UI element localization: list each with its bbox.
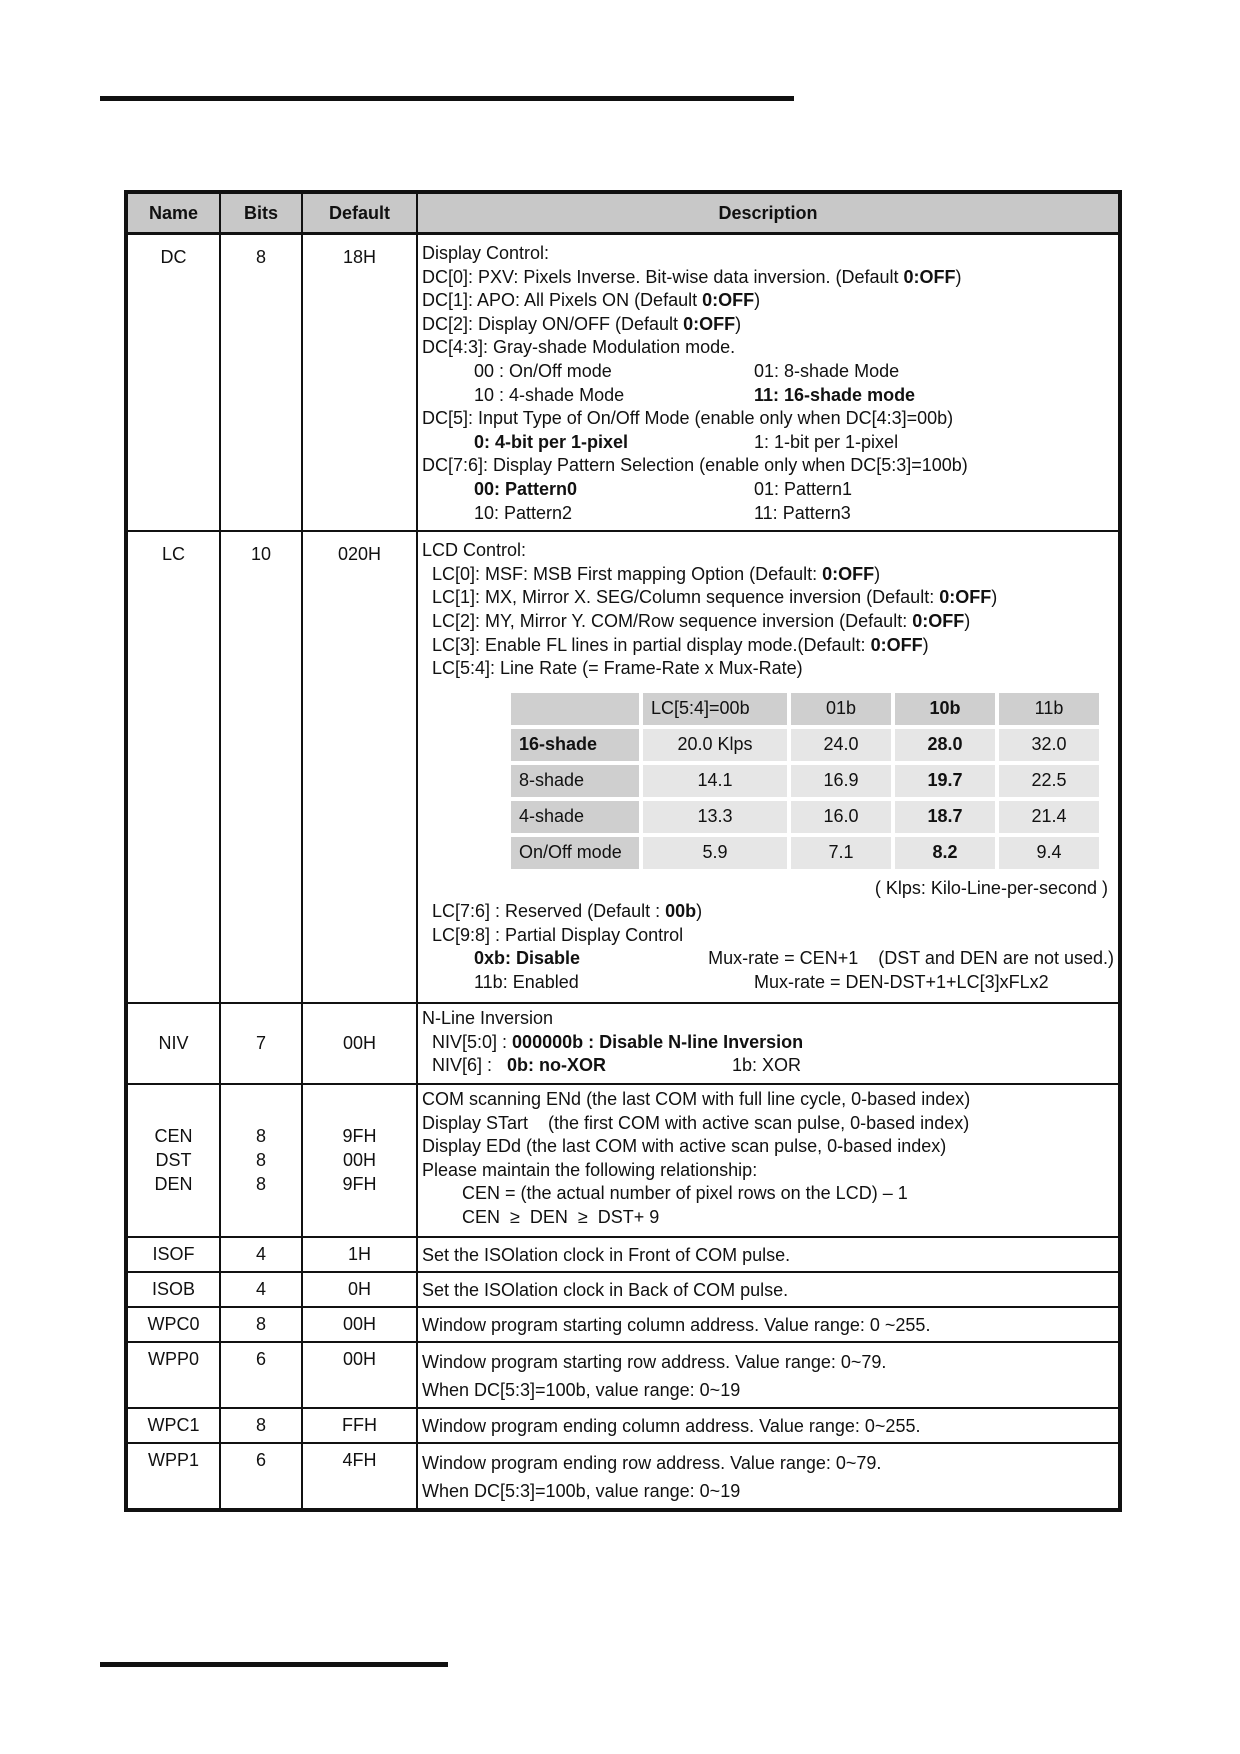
table-header (126, 192, 1120, 234)
desc-line: LC[1]: MX, Mirror X. SEG/Column sequence inversion (Default: 0:OFF) (432, 587, 998, 608)
cell-bits: 8 (220, 1408, 302, 1443)
option-grid: 0xb: Disable Mux-rate = CEN+1 (DST and DEN are not used.) 11b: Enabled Mux-rate = DEN-DST+1+LC[3]xFLx2 (474, 948, 1114, 993)
cell-bits: 6 (220, 1342, 302, 1408)
cell-bits: 4 (220, 1272, 302, 1307)
line-rate-row: 8-shade 14.1 16.9 19.7 22.5 (511, 765, 1099, 797)
desc-line: LC[5:4]: Line Rate (= Frame-Rate x Mux-Rate) (432, 658, 803, 679)
desc-line: CEN = (the actual number of pixel rows on the LCD) – 1 (462, 1183, 908, 1204)
cell-default: 9FH 00H 9FH (302, 1084, 417, 1237)
desc-line: LCD Control: (422, 540, 527, 561)
desc-line: DC[7:6]: Display Pattern Selection (enable only when DC[5:3]=100b) (422, 455, 968, 476)
desc-line: DC[4:3]: Gray-shade Modulation mode. (422, 337, 736, 358)
cell-name: ISOF (126, 1237, 220, 1272)
line-rate-table (507, 689, 1103, 873)
desc-line: LC[3]: Enable FL lines in partial display mode.(Default: 0:OFF) (432, 634, 929, 655)
desc-line: COM scanning ENd (the last COM with full line cycle, 0-based index) (422, 1088, 971, 1109)
cell-name: WPP1 (126, 1443, 220, 1510)
cell-name: CEN DST DEN (126, 1084, 220, 1237)
desc-line: DC[1]: APO: All Pixels ON (Default 0:OFF) (422, 290, 761, 311)
col-10b: 10b (895, 693, 995, 725)
desc-line: Display STart (the first COM with active scan pulse, 0-based index) (422, 1112, 970, 1133)
cell-default: FFH (302, 1408, 417, 1443)
desc-line: DC[5]: Input Type of On/Off Mode (enable only when DC[4:3]=00b) (422, 408, 954, 429)
cell-bits: 6 (220, 1443, 302, 1510)
col-01b: 01b (791, 693, 891, 725)
cell-bits: 7 (220, 1003, 302, 1084)
desc-line: N-Line Inversion (422, 1008, 554, 1029)
cell-description: Set the ISOlation clock in Front of COM pulse. (417, 1237, 1120, 1272)
cell-default: 00H (302, 1307, 417, 1342)
header-name: Name (126, 192, 220, 234)
cell-name: ISOB (126, 1272, 220, 1307)
desc-line: LC[2]: MY, Mirror Y. COM/Row sequence inversion (Default: 0:OFF) (432, 610, 971, 631)
cell-default: 00H (302, 1003, 417, 1084)
col-00b: LC[5:4]=00b (643, 693, 787, 725)
header-bits: Bits (220, 192, 302, 234)
cell-default: 0H (302, 1272, 417, 1307)
table-row-niv (126, 1003, 1120, 1084)
header-rule (100, 96, 794, 101)
cell-default: 1H (302, 1237, 417, 1272)
col-11b: 11b (999, 693, 1099, 725)
desc-line: DC[0]: PXV: Pixels Inverse. Bit-wise data inversion. (Default 0:OFF) (422, 266, 962, 287)
klps-note: ( Klps: Kilo-Line-per-second ) (874, 877, 1108, 898)
line-rate-header (511, 693, 1099, 725)
line-rate-row: On/Off mode 5.9 7.1 8.2 9.4 (511, 837, 1099, 869)
desc-line: LC[7:6] : Reserved (Default : 00b) (432, 901, 703, 922)
table-row-wpp0 (126, 1342, 1120, 1408)
desc-line: NIV[5:0] : 000000b : Disable N-line Inversion (432, 1031, 804, 1052)
cell-default: 020H (302, 531, 417, 1003)
line-rate-row: 16-shade 20.0 Klps 24.0 28.0 32.0 (511, 729, 1099, 761)
footer-rule (100, 1662, 448, 1667)
option-grid: 00 : On/Off mode 01: 8-shade Mode 10 : 4-shade Mode 11: 16-shade mode (474, 360, 916, 405)
desc-line: Display EDd (the last COM with active scan pulse, 0-based index) (422, 1136, 947, 1157)
cell-default: 18H (302, 234, 417, 532)
cell-description: Window program starting row address. Value range: 0~79. When DC[5:3]=100b, value range: 0~19 (417, 1342, 1120, 1408)
cell-description: Window program ending row address. Value range: 0~79. When DC[5:3]=100b, value range: 0~19 (417, 1443, 1120, 1510)
cell-default: 4FH (302, 1443, 417, 1510)
table-row-cen-dst-den (126, 1084, 1120, 1237)
option-grid: 00: Pattern0 01: Pattern1 10: Pattern2 11: Pattern3 (474, 478, 853, 523)
desc-line: Please maintain the following relationship: (422, 1159, 758, 1180)
register-table (124, 190, 1122, 1512)
cell-name: DC (126, 234, 220, 532)
cell-bits: 10 (220, 531, 302, 1003)
table-row-isof (126, 1237, 1120, 1272)
table-row-lc (126, 531, 1120, 1003)
desc-line: CEN ≥ DEN ≥ DST+ 9 (462, 1206, 660, 1227)
header-description: Description (417, 192, 1120, 234)
desc-line: DC[2]: Display ON/OFF (Default 0:OFF) (422, 313, 742, 334)
cell-description (417, 1003, 1120, 1084)
cell-name: NIV (126, 1003, 220, 1084)
cell-description: Window program ending column address. Value range: 0~255. (417, 1408, 1120, 1443)
cell-description (417, 234, 1120, 532)
desc-line: LC[0]: MSF: MSB First mapping Option (Default: 0:OFF) (432, 563, 881, 584)
desc-line: LC[9:8] : Partial Display Control (432, 924, 684, 945)
cell-bits: 8 (220, 234, 302, 532)
cell-bits: 4 (220, 1237, 302, 1272)
cell-name: LC (126, 531, 220, 1003)
table-row-wpc1 (126, 1408, 1120, 1443)
table-row-wpc0 (126, 1307, 1120, 1342)
line-rate-row: 4-shade 13.3 16.0 18.7 21.4 (511, 801, 1099, 833)
cell-description: Set the ISOlation clock in Back of COM pulse. (417, 1272, 1120, 1307)
cell-name: WPP0 (126, 1342, 220, 1408)
cell-description: Window program starting column address. Value range: 0 ~255. (417, 1307, 1120, 1342)
option-grid: 0: 4-bit per 1-pixel 1: 1-bit per 1-pixel (474, 431, 899, 452)
cell-bits: 8 8 8 (220, 1084, 302, 1237)
header-default: Default (302, 192, 417, 234)
cell-default: 00H (302, 1342, 417, 1408)
cell-name: WPC1 (126, 1408, 220, 1443)
cell-bits: 8 (220, 1307, 302, 1342)
cell-description (417, 1084, 1120, 1237)
table-row-dc (126, 234, 1120, 532)
table-row-isob (126, 1272, 1120, 1307)
desc-line: Display Control: (422, 243, 550, 263)
table-row-wpp1 (126, 1443, 1120, 1510)
cell-name: WPC0 (126, 1307, 220, 1342)
desc-line: NIV[6] : 0b: no-XOR 1b: XOR (432, 1055, 802, 1076)
cell-description (417, 531, 1120, 1003)
